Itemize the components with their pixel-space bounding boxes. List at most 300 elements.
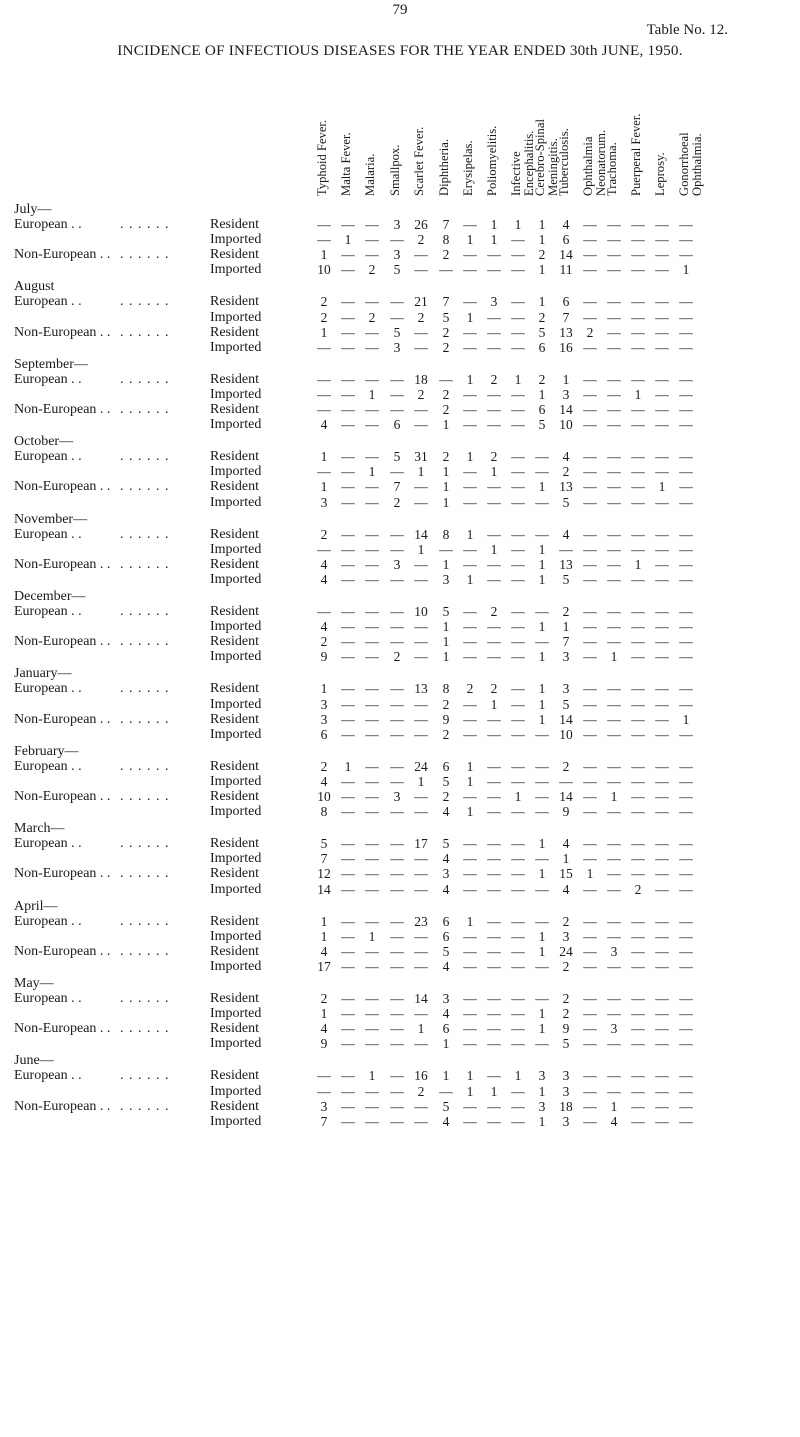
table-cell: — bbox=[439, 262, 453, 278]
table-cell: — bbox=[655, 1036, 669, 1052]
leader-dots: . . . . . . bbox=[120, 866, 170, 882]
group-label: European . . bbox=[14, 1068, 82, 1084]
table-cell: — bbox=[655, 1113, 669, 1129]
table-cell: — bbox=[341, 479, 355, 495]
table-cell: — bbox=[487, 758, 501, 774]
table-cell: — bbox=[679, 417, 693, 433]
table-cell: — bbox=[390, 619, 404, 635]
table-cell: 1 bbox=[682, 711, 690, 727]
column-header bbox=[340, 72, 353, 196]
table-cell: 1 bbox=[538, 556, 546, 572]
group-label: European . . bbox=[14, 991, 82, 1006]
table-cell: — bbox=[365, 402, 379, 417]
table-cell: 1 bbox=[562, 371, 570, 387]
table-cell: — bbox=[511, 232, 525, 248]
table-cell: 7 bbox=[562, 634, 570, 650]
column-header-line: Encephalitis. bbox=[522, 130, 536, 196]
table-cell: 14 bbox=[559, 711, 573, 727]
table-cell: — bbox=[414, 262, 428, 278]
table-cell: — bbox=[535, 726, 549, 742]
table-cell: — bbox=[365, 1036, 379, 1052]
table-cell: — bbox=[655, 913, 669, 929]
table-cell: — bbox=[463, 928, 477, 944]
table-cell: — bbox=[463, 726, 477, 742]
table-cell: 2 bbox=[417, 386, 425, 402]
row-type: Resident bbox=[210, 449, 259, 465]
table-cell: 1 bbox=[538, 866, 546, 882]
table-cell: 1 bbox=[634, 386, 642, 402]
table-cell: — bbox=[535, 958, 549, 974]
table-cell: — bbox=[511, 696, 525, 712]
leader-dots: . . . . . . bbox=[120, 324, 170, 340]
table-cell: — bbox=[511, 262, 525, 278]
leader-dots: . . . . . . bbox=[120, 1068, 170, 1084]
table-cell: 14 bbox=[559, 247, 573, 263]
row-type: Imported bbox=[210, 1113, 262, 1129]
table-cell: — bbox=[390, 526, 404, 542]
table-cell: — bbox=[607, 479, 621, 495]
month-heading: October— bbox=[14, 434, 74, 450]
column-header-line: Neonatorum. bbox=[594, 129, 608, 196]
table-cell: 3 bbox=[393, 339, 401, 355]
month-heading: May— bbox=[14, 976, 54, 991]
table-cell: — bbox=[631, 789, 645, 804]
table-cell: — bbox=[583, 836, 597, 852]
table-cell: — bbox=[679, 339, 693, 355]
table-cell: — bbox=[583, 339, 597, 355]
table-cell: 1 bbox=[610, 789, 618, 804]
table-cell: — bbox=[631, 371, 645, 387]
table-cell: 2 bbox=[490, 681, 498, 697]
table-cell: — bbox=[463, 1021, 477, 1037]
table-cell: — bbox=[583, 571, 597, 587]
table-cell: — bbox=[535, 913, 549, 929]
table-cell: — bbox=[463, 402, 477, 417]
table-cell: — bbox=[463, 1113, 477, 1129]
table-cell: — bbox=[390, 881, 404, 897]
table-cell: — bbox=[679, 309, 693, 325]
table-cell: — bbox=[341, 711, 355, 727]
table-cell: — bbox=[583, 556, 597, 572]
table-cell: 5 bbox=[320, 836, 328, 852]
table-cell: — bbox=[487, 1068, 501, 1084]
table-cell: — bbox=[631, 217, 645, 232]
table-cell: — bbox=[679, 556, 693, 572]
leader-dots: . . . . . . bbox=[120, 526, 170, 542]
row-type: Resident bbox=[210, 402, 259, 417]
table-cell: — bbox=[631, 711, 645, 727]
row-type: Imported bbox=[210, 494, 262, 510]
table-cell: — bbox=[341, 866, 355, 882]
table-cell: — bbox=[679, 773, 693, 789]
table-cell: 1 bbox=[466, 758, 474, 774]
table-cell: — bbox=[463, 958, 477, 974]
table-cell: — bbox=[341, 649, 355, 665]
table-cell: — bbox=[655, 217, 669, 232]
table-cell: 3 bbox=[393, 789, 401, 804]
table-cell: — bbox=[583, 758, 597, 774]
table-cell: — bbox=[511, 494, 525, 510]
table-cell: — bbox=[655, 309, 669, 325]
table-cell: 1 bbox=[490, 1083, 498, 1099]
table-cell: — bbox=[655, 247, 669, 263]
table-cell: 3 bbox=[393, 217, 401, 232]
row-type: Resident bbox=[210, 943, 259, 959]
column-header-line: Typhoid Fever. bbox=[315, 119, 329, 196]
table-cell: — bbox=[365, 339, 379, 355]
table-cell: — bbox=[583, 881, 597, 897]
table-cell: 24 bbox=[414, 758, 428, 774]
table-cell: — bbox=[583, 851, 597, 867]
table-cell: — bbox=[631, 804, 645, 820]
row-type: Imported bbox=[210, 928, 262, 944]
table-cell: — bbox=[511, 1098, 525, 1114]
table-cell: 1 bbox=[417, 541, 425, 557]
table-cell: 1 bbox=[466, 913, 474, 929]
table-cell: 1 bbox=[562, 619, 570, 635]
table-cell: — bbox=[487, 494, 501, 510]
table-cell: — bbox=[679, 1068, 693, 1084]
table-cell: — bbox=[390, 371, 404, 387]
table-cell: 2 bbox=[442, 247, 450, 263]
table-cell: 1 bbox=[466, 371, 474, 387]
table-cell: 16 bbox=[559, 339, 573, 355]
table-cell: — bbox=[679, 649, 693, 665]
table-cell: — bbox=[487, 324, 501, 340]
group-label: Non-European . . bbox=[14, 866, 111, 882]
table-cell: — bbox=[341, 634, 355, 650]
table-cell: — bbox=[439, 371, 453, 387]
row-type: Imported bbox=[210, 262, 262, 278]
table-cell: — bbox=[607, 851, 621, 867]
table-cell: — bbox=[679, 371, 693, 387]
table-cell: 8 bbox=[442, 681, 450, 697]
table-cell: — bbox=[583, 417, 597, 433]
table-cell: — bbox=[679, 294, 693, 310]
table-cell: — bbox=[511, 386, 525, 402]
table-cell: — bbox=[463, 619, 477, 635]
table-cell: 2 bbox=[538, 371, 546, 387]
table-cell: — bbox=[607, 1036, 621, 1052]
table-cell: 2 bbox=[490, 604, 498, 619]
table-cell: — bbox=[365, 217, 379, 232]
table-cell: — bbox=[317, 339, 331, 355]
table-cell: — bbox=[679, 324, 693, 340]
table-cell: 4 bbox=[320, 1021, 328, 1037]
table-cell: — bbox=[511, 464, 525, 480]
table-cell: — bbox=[655, 1021, 669, 1037]
table-cell: — bbox=[365, 943, 379, 959]
table-cell: 5 bbox=[538, 324, 546, 340]
table-cell: — bbox=[511, 449, 525, 465]
table-cell: — bbox=[679, 851, 693, 867]
table-cell: — bbox=[463, 247, 477, 263]
table-cell: — bbox=[341, 417, 355, 433]
table-cell: — bbox=[390, 1006, 404, 1022]
table-cell: — bbox=[365, 649, 379, 665]
table-cell: 2 bbox=[562, 958, 570, 974]
table-cell: — bbox=[487, 836, 501, 852]
table-cell: 3 bbox=[562, 681, 570, 697]
table-cell: — bbox=[341, 1036, 355, 1052]
table-cell: — bbox=[607, 681, 621, 697]
table-cell: — bbox=[487, 1036, 501, 1052]
table-cell: — bbox=[487, 309, 501, 325]
table-cell: — bbox=[679, 726, 693, 742]
table-cell: — bbox=[414, 804, 428, 820]
leader-dots: . . . . . . bbox=[120, 1021, 170, 1037]
table-cell: 1 bbox=[442, 634, 450, 650]
table-cell: — bbox=[487, 402, 501, 417]
table-cell: 3 bbox=[490, 294, 498, 310]
table-cell: — bbox=[414, 619, 428, 635]
table-cell: 3 bbox=[393, 247, 401, 263]
table-cell: — bbox=[463, 541, 477, 557]
table-cell: 15 bbox=[559, 866, 573, 882]
table-cell: — bbox=[607, 1006, 621, 1022]
table-cell: 18 bbox=[414, 371, 428, 387]
table-cell: 4 bbox=[320, 417, 328, 433]
table-cell: — bbox=[679, 402, 693, 417]
table-cell: — bbox=[631, 726, 645, 742]
table-cell: 5 bbox=[442, 773, 450, 789]
table-cell: — bbox=[365, 324, 379, 340]
table-cell: 6 bbox=[538, 339, 546, 355]
table-cell: — bbox=[679, 866, 693, 882]
table-cell: — bbox=[365, 913, 379, 929]
leader-dots: . . . . . . bbox=[120, 943, 170, 959]
table-cell: — bbox=[607, 758, 621, 774]
leader-dots: . . . . . . bbox=[120, 836, 170, 852]
month-heading: November— bbox=[14, 511, 88, 527]
table-cell: 1 bbox=[320, 681, 328, 697]
column-header-line: Gonorrhoeal bbox=[677, 132, 691, 196]
table-cell: 10 bbox=[559, 417, 573, 433]
row-type: Resident bbox=[210, 294, 259, 310]
table-cell: — bbox=[487, 1113, 501, 1129]
table-cell: 2 bbox=[442, 789, 450, 804]
group-label: Non-European . . bbox=[14, 556, 111, 572]
table-cell: — bbox=[365, 556, 379, 572]
table-cell: 1 bbox=[538, 649, 546, 665]
table-cell: 1 bbox=[538, 386, 546, 402]
table-cell: 5 bbox=[562, 494, 570, 510]
column-header-line: Diphtheria. bbox=[437, 138, 451, 196]
table-cell: 1 bbox=[320, 913, 328, 929]
table-cell: 2 bbox=[562, 1006, 570, 1022]
leader-dots: . . . . . . bbox=[120, 634, 170, 650]
row-type: Imported bbox=[210, 232, 262, 248]
table-cell: 4 bbox=[320, 773, 328, 789]
table-cell: — bbox=[390, 958, 404, 974]
table-cell: 2 bbox=[368, 262, 376, 278]
table-cell: — bbox=[487, 386, 501, 402]
table-cell: — bbox=[390, 386, 404, 402]
table-cell: 1 bbox=[344, 758, 352, 774]
table-cell: 4 bbox=[442, 1006, 450, 1022]
table-cell: — bbox=[679, 232, 693, 248]
table-cell: — bbox=[607, 1068, 621, 1084]
table-cell: — bbox=[631, 943, 645, 959]
table-cell: — bbox=[511, 711, 525, 727]
table-cell: 1 bbox=[320, 324, 328, 340]
table-cell: — bbox=[583, 1021, 597, 1037]
table-cell: 1 bbox=[466, 1083, 474, 1099]
table-cell: — bbox=[679, 943, 693, 959]
group-label: European . . bbox=[14, 526, 82, 542]
table-cell: — bbox=[341, 881, 355, 897]
table-cell: 14 bbox=[414, 991, 428, 1006]
table-cell: 5 bbox=[442, 309, 450, 325]
table-cell: — bbox=[341, 386, 355, 402]
table-cell: 4 bbox=[442, 958, 450, 974]
table-cell: 7 bbox=[442, 217, 450, 232]
table-cell: — bbox=[679, 247, 693, 263]
table-cell: 1 bbox=[442, 417, 450, 433]
table-cell: 3 bbox=[538, 1068, 546, 1084]
table-cell: — bbox=[655, 991, 669, 1006]
table-cell: — bbox=[583, 604, 597, 619]
leader-dots: . . . . . . bbox=[120, 1098, 170, 1114]
table-cell: — bbox=[341, 681, 355, 697]
table-cell: 1 bbox=[442, 464, 450, 480]
table-cell: — bbox=[679, 386, 693, 402]
column-header-line: Trachoma. bbox=[605, 142, 619, 196]
table-cell: — bbox=[631, 571, 645, 587]
table-cell: 1 bbox=[368, 386, 376, 402]
table-cell: — bbox=[463, 262, 477, 278]
table-cell: — bbox=[631, 913, 645, 929]
table-cell: — bbox=[365, 1113, 379, 1129]
table-cell: 1 bbox=[417, 773, 425, 789]
table-cell: — bbox=[414, 479, 428, 495]
column-header bbox=[462, 72, 475, 196]
table-cell: 9 bbox=[442, 711, 450, 727]
group-label: European . . bbox=[14, 681, 82, 697]
table-cell: — bbox=[463, 866, 477, 882]
row-type: Imported bbox=[210, 417, 262, 433]
column-header bbox=[389, 72, 402, 196]
table-cell: 1 bbox=[417, 464, 425, 480]
table-cell: 4 bbox=[320, 556, 328, 572]
leader-dots: . . . . . . bbox=[120, 217, 170, 232]
row-type: Imported bbox=[210, 1036, 262, 1052]
table-cell: — bbox=[655, 943, 669, 959]
table-cell: — bbox=[390, 1021, 404, 1037]
table-cell: — bbox=[607, 726, 621, 742]
table-cell: 4 bbox=[562, 881, 570, 897]
table-cell: — bbox=[655, 773, 669, 789]
table-cell: — bbox=[655, 1098, 669, 1114]
table-cell: — bbox=[655, 1068, 669, 1084]
table-cell: — bbox=[535, 758, 549, 774]
table-cell: — bbox=[511, 836, 525, 852]
table-cell: — bbox=[655, 262, 669, 278]
table-cell: — bbox=[365, 417, 379, 433]
table-cell: — bbox=[655, 958, 669, 974]
table-cell: — bbox=[583, 1113, 597, 1129]
table-cell: 1 bbox=[490, 541, 498, 557]
table-cell: — bbox=[487, 789, 501, 804]
table-cell: — bbox=[607, 324, 621, 340]
table-cell: 3 bbox=[393, 556, 401, 572]
table-cell: — bbox=[365, 758, 379, 774]
table-cell: 4 bbox=[562, 526, 570, 542]
table-cell: — bbox=[487, 913, 501, 929]
column-header bbox=[558, 72, 571, 196]
table-cell: 5 bbox=[442, 1098, 450, 1114]
table-cell: — bbox=[607, 866, 621, 882]
table-cell: — bbox=[631, 1021, 645, 1037]
table-cell: — bbox=[583, 711, 597, 727]
table-cell: 1 bbox=[538, 541, 546, 557]
table-cell: 9 bbox=[320, 1036, 328, 1052]
table-cell: — bbox=[655, 571, 669, 587]
table-cell: — bbox=[607, 913, 621, 929]
table-cell: — bbox=[631, 1036, 645, 1052]
table-cell: — bbox=[631, 851, 645, 867]
month-heading: July— bbox=[14, 202, 52, 217]
table-cell: — bbox=[655, 449, 669, 465]
table-cell: 1 bbox=[562, 851, 570, 867]
table-cell: — bbox=[607, 339, 621, 355]
leader-dots: . . . . . . bbox=[120, 371, 170, 387]
table-cell: — bbox=[583, 526, 597, 542]
table-cell: — bbox=[607, 1083, 621, 1099]
table-cell: 2 bbox=[320, 309, 328, 325]
table-cell: 8 bbox=[442, 526, 450, 542]
table-cell: 1 bbox=[538, 571, 546, 587]
table-cell: — bbox=[679, 1036, 693, 1052]
table-cell: — bbox=[414, 928, 428, 944]
table-cell: — bbox=[511, 928, 525, 944]
table-cell: — bbox=[511, 1083, 525, 1099]
table-cell: 9 bbox=[320, 649, 328, 665]
table-cell: — bbox=[631, 1083, 645, 1099]
month-heading: June— bbox=[14, 1053, 54, 1069]
table-cell: 18 bbox=[559, 1098, 573, 1114]
table-cell: — bbox=[583, 634, 597, 650]
table-cell: — bbox=[607, 711, 621, 727]
table-cell: — bbox=[631, 866, 645, 882]
leader-dots: . . . . . . bbox=[120, 758, 170, 774]
table-cell: 3 bbox=[442, 991, 450, 1006]
table-cell: — bbox=[341, 402, 355, 417]
table-cell: 13 bbox=[559, 479, 573, 495]
table-cell: — bbox=[414, 247, 428, 263]
table-cell: — bbox=[583, 619, 597, 635]
table-cell: 2 bbox=[442, 696, 450, 712]
table-cell: — bbox=[583, 789, 597, 804]
table-cell: 10 bbox=[317, 789, 331, 804]
table-cell: 6 bbox=[442, 758, 450, 774]
month-heading: January— bbox=[14, 666, 72, 682]
table-cell: — bbox=[341, 571, 355, 587]
table-cell: — bbox=[607, 634, 621, 650]
column-header bbox=[486, 72, 499, 196]
table-cell: — bbox=[607, 958, 621, 974]
row-type: Resident bbox=[210, 913, 259, 929]
table-cell: 4 bbox=[442, 881, 450, 897]
table-cell: — bbox=[511, 958, 525, 974]
table-cell: 2 bbox=[538, 247, 546, 263]
leader-dots: . . . . . . bbox=[120, 479, 170, 495]
month-heading: March— bbox=[14, 821, 65, 837]
table-cell: 1 bbox=[538, 294, 546, 310]
table-cell: — bbox=[341, 464, 355, 480]
table-cell: — bbox=[559, 773, 573, 789]
table-cell: — bbox=[607, 309, 621, 325]
